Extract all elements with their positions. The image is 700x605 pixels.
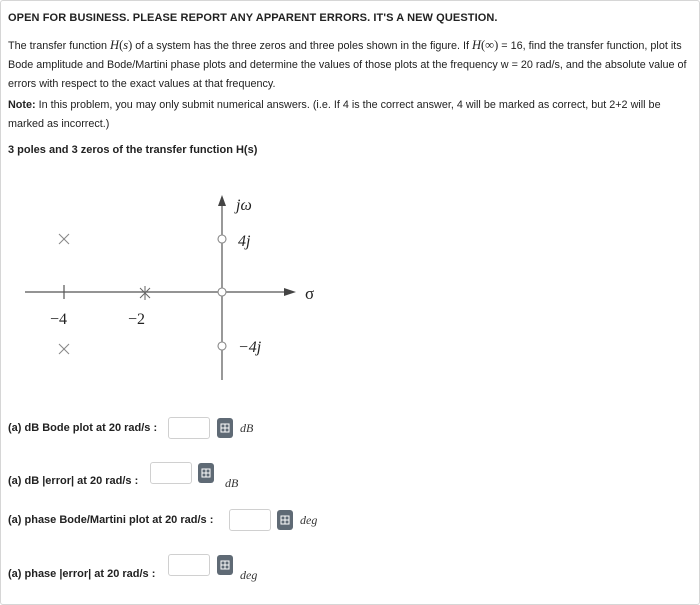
unit-deg: deg bbox=[240, 568, 258, 582]
q-db-bode-label: (a) dB Bode plot at 20 rad/s : bbox=[8, 422, 158, 434]
db-error-input[interactable] bbox=[150, 462, 192, 484]
grid-icon bbox=[277, 510, 293, 530]
jw-label: jω bbox=[236, 197, 252, 214]
equation-editor-button[interactable] bbox=[217, 555, 233, 575]
grid-icon bbox=[198, 463, 214, 483]
sigma-label: σ bbox=[305, 284, 315, 303]
note-text: In this problem, you may only submit numerical answers. (i.e. If 4 is the correct answer, 4 will be marked as correct, but 2+2 will be marked as incorrect.) bbox=[8, 99, 661, 130]
minus-four-label: −4 bbox=[50, 311, 68, 328]
zero-marker bbox=[218, 235, 226, 243]
phase-error-input[interactable] bbox=[168, 554, 210, 576]
unit-db: dB bbox=[240, 421, 254, 435]
real-axis-arrow bbox=[284, 288, 296, 296]
figure-caption: 3 poles and 3 zeros of the transfer function H(s) bbox=[8, 144, 258, 156]
zero-marker bbox=[218, 288, 226, 296]
zero-marker bbox=[218, 342, 226, 350]
q-phase-error-label: (a) phase |error| at 20 rad/s : bbox=[8, 568, 156, 580]
db-bode-input[interactable] bbox=[168, 417, 210, 439]
four-j-label: 4j bbox=[238, 233, 251, 250]
question-heading: OPEN FOR BUSINESS. PLEASE REPORT ANY APPARENT ERRORS. IT'S A NEW QUESTION. bbox=[8, 12, 498, 24]
pole-marker bbox=[59, 234, 69, 244]
minus-four-j-label: −4j bbox=[238, 339, 262, 356]
pole-zero-diagram bbox=[0, 180, 340, 385]
minus-two-label: −2 bbox=[128, 311, 146, 328]
phase-bode-input[interactable] bbox=[229, 509, 271, 531]
q-phase-bode-label: (a) phase Bode/Martini plot at 20 rad/s : bbox=[8, 514, 214, 526]
equation-editor-button[interactable] bbox=[277, 510, 293, 530]
equation-editor-button[interactable] bbox=[217, 418, 233, 438]
pole-marker bbox=[140, 286, 150, 300]
pole-marker bbox=[59, 344, 69, 354]
grid-icon bbox=[217, 418, 233, 438]
unit-db: dB bbox=[225, 476, 239, 490]
note bbox=[8, 96, 692, 134]
q-db-error-label: (a) dB |error| at 20 rad/s : bbox=[8, 475, 139, 487]
imaginary-axis-arrow bbox=[218, 195, 226, 206]
grid-icon bbox=[217, 555, 233, 575]
problem-statement: The transfer function H(s) of a system has the three zeros and three poles shown in the figure. If H(∞) = 16, find the transfer function, plot its Bode amplitude and Bode/Martini phase plots and determine the values of those plots at the frequency w = 20 rad/s, and the absolute value of errors with respect to the exact values at that frequency. bbox=[8, 38, 687, 90]
unit-deg: deg bbox=[300, 513, 318, 527]
note-label: Note: bbox=[8, 99, 36, 111]
equation-editor-button[interactable] bbox=[198, 463, 214, 483]
